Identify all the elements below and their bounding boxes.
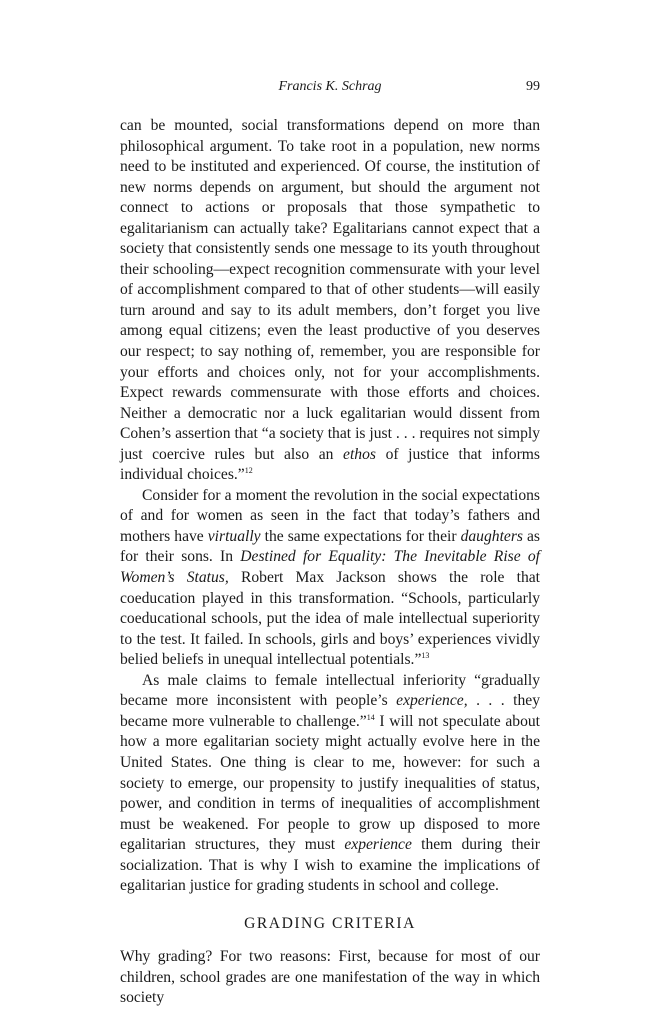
emphasis-ethos: ethos (343, 445, 376, 463)
paragraph-2-text-d: Robert Max Jackson shows the role that coeducation played in this transformation. “Schools, particularly coeducational schools, put the idea of male intellectual superiority to the test. It failed. In schools, girls and boys’ experiences vividly belied beliefs in unequal intellectual potentials.” (120, 569, 540, 669)
body-text (120, 116, 540, 1009)
emphasis-daughters: daughters (460, 527, 523, 545)
footnote-ref-12[interactable]: 12 (244, 466, 253, 476)
book-title: Destined for Equality: The Inevitable Rise of Women’s Status, (120, 548, 541, 587)
paragraph-4-text: Why grading? For two reasons: First, because for most of our children, school grades are one manifestation of the way in which society (120, 948, 540, 1007)
paragraph-2-text-b: the same expectations for their (264, 527, 457, 545)
running-head-author: Francis K. Schrag (278, 79, 382, 94)
paragraph-3-text-a: As male claims to female intellectual inferiority “gradually became more inconsistent with people’s (120, 671, 540, 710)
footnote-ref-14[interactable]: 14 (366, 712, 375, 722)
paragraph-2-text-c: as for their sons. In (120, 527, 540, 566)
paragraph-1-end: of justice that informs individual choices.” (120, 445, 540, 484)
page-number: 99 (526, 79, 540, 94)
section-heading: GRADING CRITERIA (244, 914, 416, 932)
emphasis-experience-2: experience (344, 836, 412, 854)
emphasis-virtually: virtually (207, 527, 261, 545)
paragraph-2-text-a: Consider for a moment the revolution in the social expectations of and for women as seen in the fact that today’s fathers and mothers have (120, 486, 540, 545)
paragraph-3-text-b: . . . they became more vulnerable to challenge.” (120, 692, 540, 730)
paragraph-4 (120, 947, 540, 1009)
paragraph-1 (120, 116, 540, 486)
paragraph-3-text-c: I will not speculate about how a more egalitarian society might actually evolve here in the United States. One thing is clear to me, however: for such a society to emerge, our propensity to justify inequalities of status, power, and condition in terms of inequalities of accomplishment must be weakened. For people to grow up disposed to more egalitarian structures, they must (120, 712, 540, 854)
paragraph-1-text: can be mounted, social transformations depend on more than philosophical argument. To take root in a population, new norms need to be instituted and experienced. Of course, the institution of new norms depends on argument, but should the argument not connect to actions or proposals that those sympathetic to egalitarianism can actually take? Egalitarians cannot expect that a society that consistently sends one message to its youth throughout their schooling—expect recognition commensurate with your level of accomplishment compared to that of other students—will easily turn around and say to its adult members, don’t forget you live among equal citizens; even the least productive of you deserves our respect; to say nothing of, remember, you are responsible for your efforts and choices only, not for your accomplishments. Expect rewards commensurate with those efforts and choices. Neither a democratic nor a luck egalitarian would dissent from Cohen’s assertion that “a society that is just . . . requires not simply just coercive rules but also an (120, 117, 540, 463)
paragraph-3 (120, 671, 540, 897)
running-header (120, 79, 540, 99)
paragraph-2 (120, 486, 540, 671)
emphasis-experience: experience, (396, 692, 468, 710)
paragraph-3-text-d: them during their socialization. That is why I wish to examine the implications of egalitarian justice for grading students in school and college. (120, 836, 540, 895)
footnote-ref-13[interactable]: 13 (421, 651, 430, 661)
